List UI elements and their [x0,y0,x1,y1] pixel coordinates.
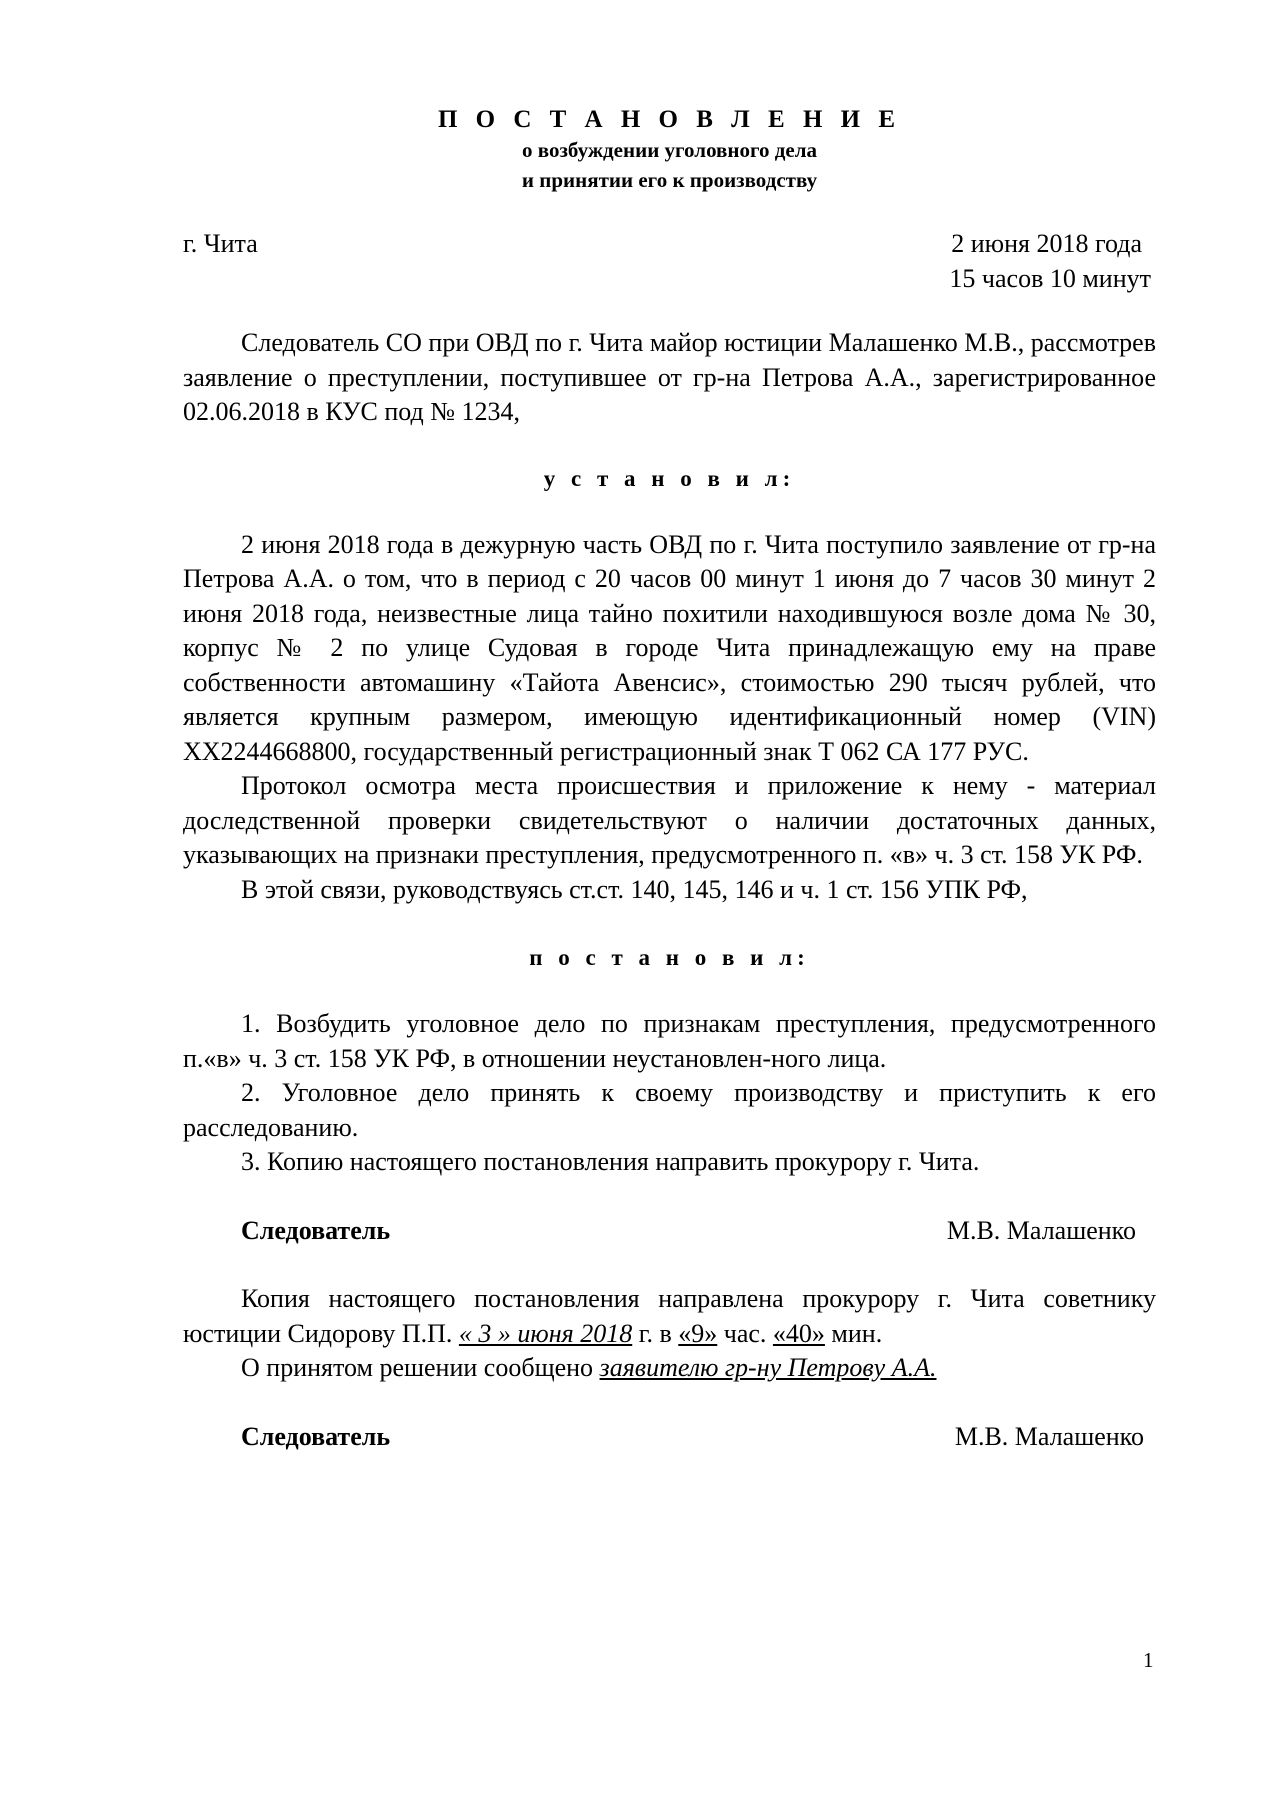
signature-block-1 [183,1214,1156,1249]
document-page [183,105,1156,1454]
decision-notice-recipient: заявителю гр-ну Петрову А.А. [599,1353,937,1382]
signature-block-2 [183,1420,1156,1455]
copy-minute-value: «40» [772,1318,825,1348]
copy-year-suffix: г. в [638,1318,672,1348]
place-date-row [183,227,1156,296]
intro-paragraph: Следователь СО при ОВД по г. Чита майор юстиции Малашенко М.В., рассмотрев заявление о преступлении, поступившее от гр-на Петрова А.А., зарегистрированное 02.06.2018 в КУС под № 1234, [183,328,1156,426]
page-number: 1 [1143,1648,1154,1672]
document-date: 2 июня 2018 года [951,229,1142,258]
copy-notice-paragraph [183,1282,1156,1351]
established-paragraph-2: Протокол осмотра места происшествия и приложение к нему - материал доследственной проверки свидетельствуют о наличии достаточных данных, указывающих на признаки преступления, предусмотренного п. «в» ч. 3 ст. 158 УК РФ. [183,771,1156,869]
signature-name: М.В. Малашенко [954,1421,1144,1451]
copy-hour-value: «9» [678,1318,718,1348]
copy-date-value: « 3 » июня 2018 [458,1318,633,1348]
resolved-item-3: 3. Копию настоящего постановления направить прокурору г. Чита. [241,1147,980,1176]
decision-notice-text: О принятом решении сообщено [241,1353,594,1382]
copy-minute-label: мин. [831,1318,883,1348]
established-paragraph-1: 2 июня 2018 года в дежурную часть ОВД по г. Чита поступило заявление от гр-на Петрова А.А. о том, что в период с 20 часов 00 минут 1 июня до 7 часов 30 минут 2 июня 2018 года, неизвестные лица тайно похитили находившуюся возле дома № 30, корпус № 2 по улице Судовая в городе Чита принадлежащую ему на праве собственности автомашину «Тайота Авенсис», стоимостью 290 тысяч рублей, что является крупным размером, имеющую идентификационный номер (VIN) ХХ2244668800, государственный регистрационный знак Т 062 СА 177 РУС. [183,529,1156,766]
signature-name: М.В. Малашенко [946,1215,1136,1245]
heading-resolved: п о с т а н о в и л: [529,945,810,970]
document-title: П О С Т А Н О В Л Е Н И Е [437,106,902,133]
city: г. Чита [183,229,258,258]
document-time: 15 часов 10 минут [949,263,1151,293]
date-time-block [949,227,1156,296]
copy-notice-text: Копия настоящего постановления направлена прокурору г. Чита советнику юстиции Сидорову П.П. [183,1284,1156,1348]
signature-role: Следователь [241,1421,391,1451]
copy-hour-label: час. [723,1318,767,1348]
established-paragraph-3: В этой связи, руководствуясь ст.ст. 140, 145, 146 и ч. 1 ст. 156 УПК РФ, [241,874,1028,904]
resolved-item-1: 1. Возбудить уголовное дело по признакам преступления, предусмотренного п.«в» ч. 3 ст. 158 УК РФ, в отношении неустановлен-ного лица. [183,1009,1156,1073]
resolved-item-2: 2. Уголовное дело принять к своему производству и приступить к его расследованию. [183,1078,1156,1142]
signature-role: Следователь [241,1215,391,1245]
heading-established: у с т а н о в и л: [543,465,796,491]
decision-notice-paragraph [183,1351,1156,1386]
document-subtitle-line-1: о возбуждении уголовного дела [522,138,817,162]
document-subtitle-line-2: и принятии его к производству [521,168,818,192]
